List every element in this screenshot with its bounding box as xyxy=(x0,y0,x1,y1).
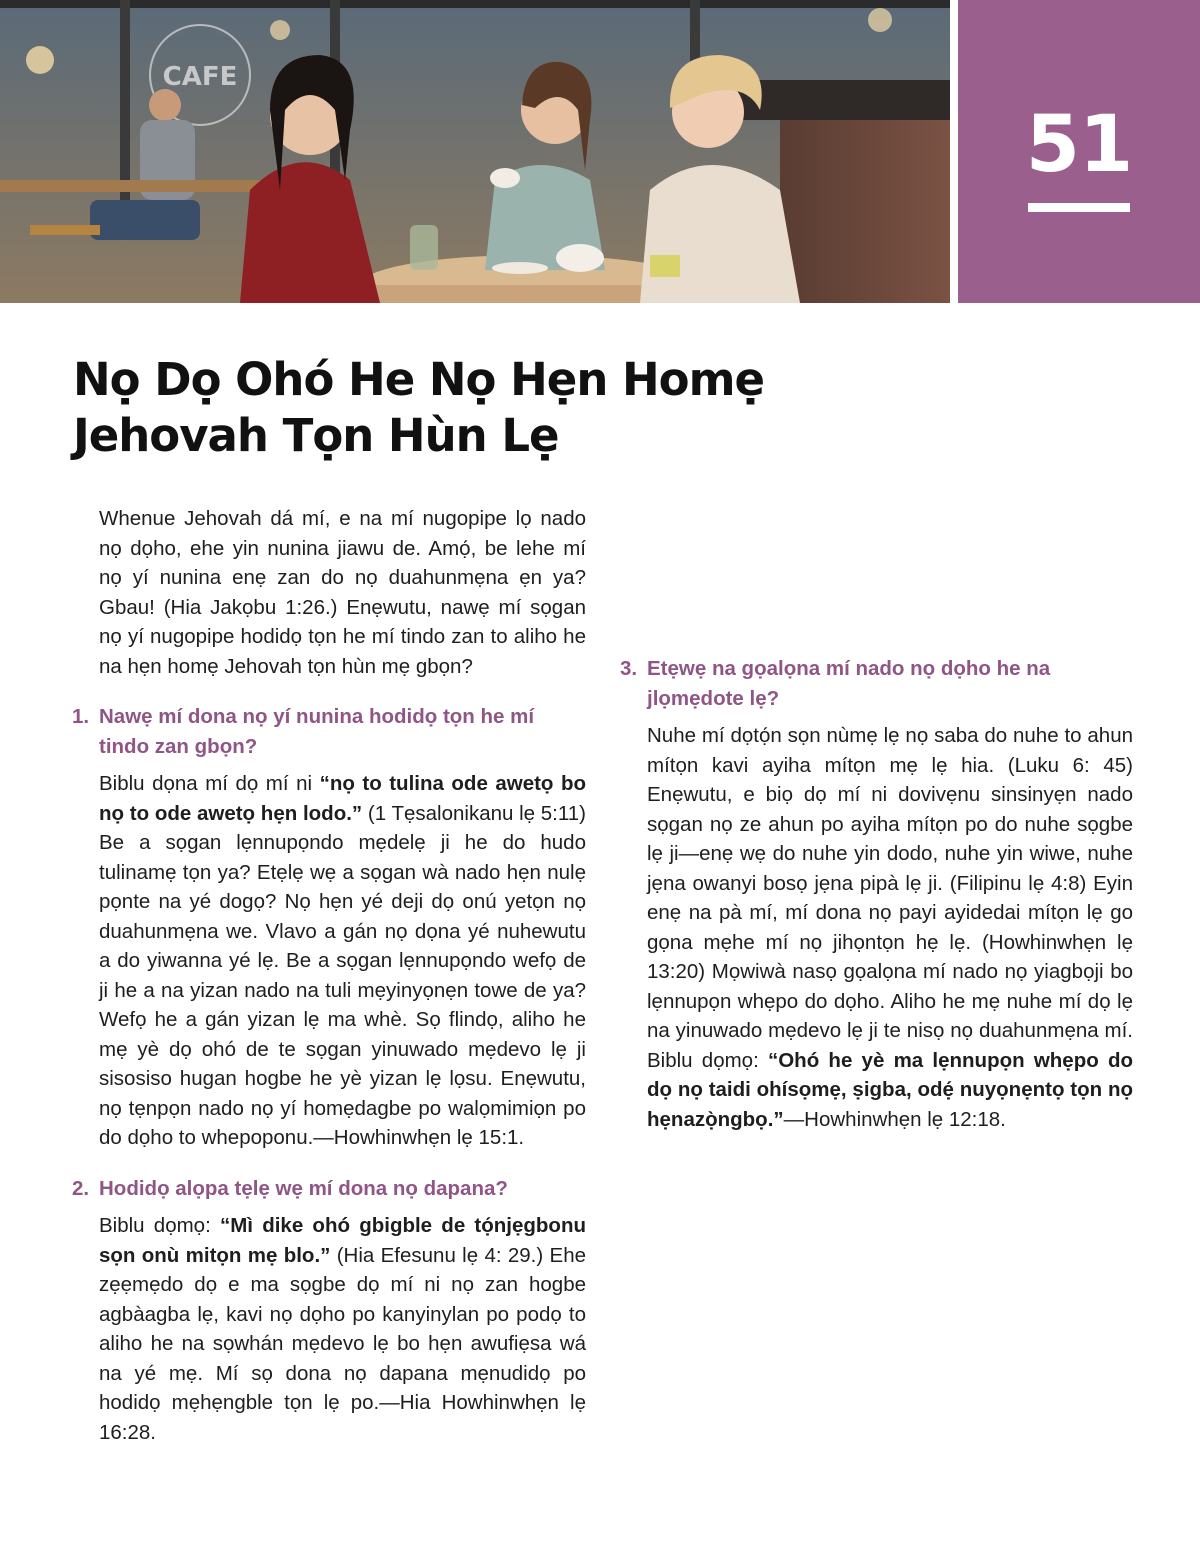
question-1 xyxy=(72,702,586,761)
question-2 xyxy=(72,1174,586,1204)
cafe-scene-image xyxy=(0,0,950,303)
left-column xyxy=(72,504,586,1447)
answer-1-quote: “nọ to tulina ode awetọ bo nọ to ode awetọ hẹn lodo.” xyxy=(99,772,587,825)
answer-3-paragraph xyxy=(647,721,1133,1134)
question-1-number: 1. xyxy=(72,705,90,728)
answer-1-text-a: Biblu dọna mí dọ mí ni xyxy=(99,772,320,795)
question-3-text: Etẹwẹ na gọalọna mí nado nọ dọho he na jlọmẹdote lẹ? xyxy=(647,657,1051,710)
right-column xyxy=(620,504,1133,1134)
answer-3-quote: “Ohó he yè ma lẹnnupọn whẹpo do dọ nọ taidi ohísọmẹ, ṣigba, odẹ́ nuyọnẹntọ tọn nọ hẹnazọ̀ngbọ.” xyxy=(647,1048,1133,1131)
answer-3-text-b: —Howhinwhẹn lẹ 12:18. xyxy=(783,1107,1006,1131)
question-3 xyxy=(620,654,1133,713)
cafe-sign-text: CAFE xyxy=(162,62,238,92)
lesson-number-box xyxy=(958,0,1200,303)
lesson-number-underline xyxy=(1028,203,1130,212)
question-2-number: 2. xyxy=(72,1176,90,1200)
lesson-number: 51 xyxy=(1025,100,1133,190)
answer-2-text-a: Biblu dọmọ: xyxy=(99,1214,220,1237)
answer-1-paragraph xyxy=(99,769,586,1153)
header-photo xyxy=(0,0,950,303)
answer-2-paragraph xyxy=(99,1211,586,1447)
answer-3-text-a: Nuhe mí dọtọ́n sọn nùmẹ lẹ nọ saba do nuhe to ahun mítọn kavi ayiha mítọn mẹ lẹ hia. (Luku 6: 45) Enẹwutu, e biọ dọ mí ni dovivẹnu sinsinyẹn nado sọgan nọ ze ahun po ayiha mítọn po do nuhe sọgbe lẹ ji—enẹ wẹ do nuhe yin dodo, nuhe yin wiwe, nuhe jẹna owanyi bosọ jẹna pipà lẹ ji. (Filipinu lẹ 4:8) Eyin enẹ na pà mí, mí dona nọ payi ayidedai mítọn lẹ go gọna mẹhe mí nọ jihọntọn hẹ lẹ. (Howhinwhẹn lẹ 13:20) Mọwiwà nasọ gọalọna mí nado nọ yiagbọji bo lẹnnupọn whẹpo do dọho. Aliho he mẹ nuhe mí dọ lẹ na yinuwado mẹdevo lẹ ji te nisọ nọ duahunmẹna mí. Biblu dọmọ: xyxy=(647,724,1133,1072)
answer-2-quote: “Mì dike ohó gbigble de tọ́njẹgbonu sọn onù mitọn mẹ blo.” xyxy=(99,1214,586,1267)
answer-2-text-b: (Hia Efesunu lẹ 4: 29.) Ehe zẹẹmẹdo dọ e ma sọgbe dọ mí ni nọ zan hogbe agbàagba lẹ, kavi nọ dọho po kanyinylan po podọ to aliho he na sọwhán mẹdevo lẹ bo hẹn awufiẹsa wá na yé mẹ. Mí sọ dona nọ dapana mẹnudidọ po hodidọ mẹhẹngble tọn lẹ po.—Hia Howhinwhẹn lẹ 16:28. xyxy=(99,1243,586,1444)
lesson-title-line2: Jehovah Tọn Hùn Lẹ xyxy=(73,409,559,462)
question-1-text: Nawẹ mí dona nọ yí nunina hodidọ tọn he mí tindo zan gbọn? xyxy=(99,705,535,758)
question-3-number: 3. xyxy=(620,657,638,680)
intro-paragraph: Whenue Jehovah dá mí, e na mí nugopipe lọ nado nọ dọho, ehe yin nunina jiawu de. Amọ́, be lehe mí nọ yí nunina enẹ zan do nọ duahunmẹna ẹn ya? Gbau! (Hia Jakọbu 1:26.) Enẹwutu, nawẹ mí sọgan nọ yí nugopipe hodidọ tọn he mí tindo zan to aliho he na hẹn homẹ Jehovah tọn hùn mẹ gbọn? xyxy=(99,507,586,678)
lesson-title xyxy=(73,352,1073,464)
answer-1-text-b: (1 Tẹsalonikanu lẹ 5:11) Be a sọgan lẹnnupọndo mẹdelẹ ji he do hudo tulinamẹ tọn ya? Etẹlẹ wẹ a sọgan wà nado hẹn nulẹ pọnte na yé dogọ? Nọ hẹn yé deji dọ onú yetọn nọ duahunmẹna we. Vlavo a gán nọ dọna yé nuhewutu a do yiwanna yé lẹ. Be a sọgan lẹnnupọndo wefọ de ji he a na yizan nado na tuli mẹyinyọnẹn towe de ya? Wefọ he a gán yizan lẹ ma whè. Sọ flindọ, aliho he mẹ yè dọ ohó de te sọgan yinuwado mẹdevo lẹ ji sisosiso hugan hogbe he yè yizan lẹ lọsu. Enẹwutu, nọ tẹnpọn nado nọ yí homẹdagbe po walọmimiọn po do dọho to whepoponu.—Howhinwhẹn lẹ 15:1. xyxy=(99,801,586,1149)
question-2-text: Hodidọ alọpa tẹlẹ wẹ mí dona nọ dapana? xyxy=(99,1176,508,1200)
lesson-title-line1: Nọ Dọ Ohó He Nọ Hẹn Homẹ xyxy=(73,353,765,406)
